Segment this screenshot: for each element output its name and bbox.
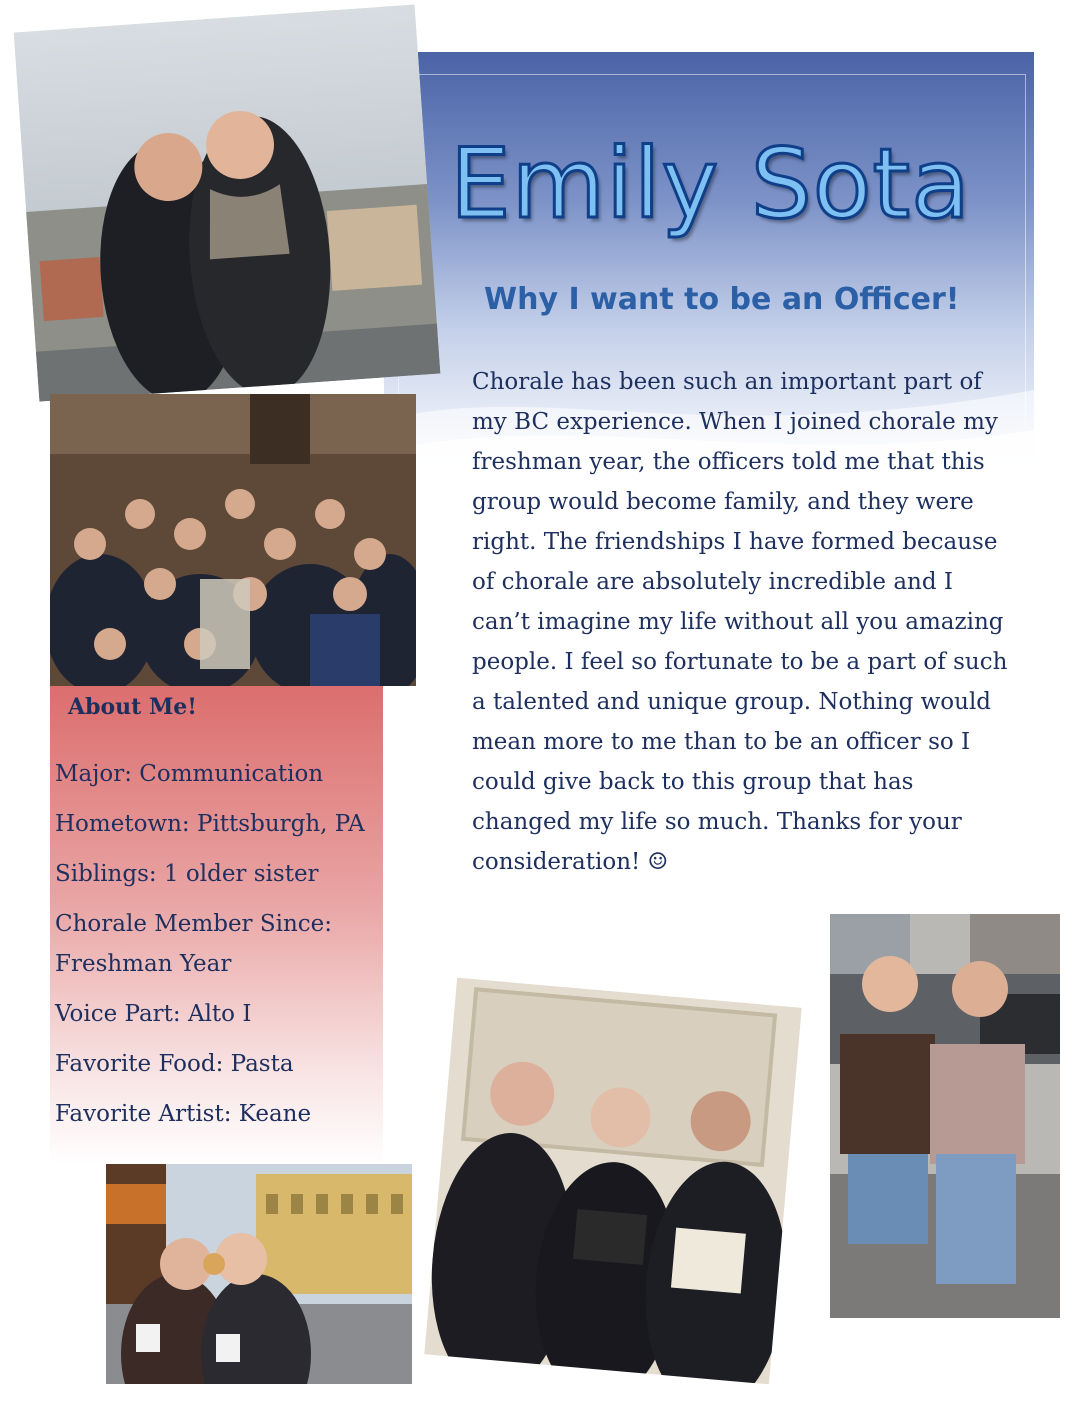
fact-hometown: Hometown: Pittsburgh, PA: [55, 811, 365, 837]
fact-siblings: Siblings: 1 older sister: [55, 861, 319, 887]
about-facts-list: [55, 754, 395, 1144]
photo-three-women: [424, 978, 802, 1385]
photo-market: [106, 1164, 412, 1384]
fact-favorite-food: Favorite Food: Pasta: [55, 1051, 294, 1077]
fact-member-since: Chorale Member Since: Freshman Year: [55, 911, 333, 977]
page-title: Emily Sota: [450, 128, 971, 240]
essay-text: Chorale has been such an important part of my BC experience. When I joined chorale my freshman year, the officers told me that this group would become family, and they were right. The friendships I have formed because of chorale are absolutely incredible and I can’t imagine my life without all you amazing people. I feel so fortunate to be a part of such a talented and unique group. Nothing would mean more to me than to be an officer so I could give back to this group that has changed my life so much. Thanks for your consideration! ☺: [472, 369, 1008, 875]
about-title: About Me!: [68, 694, 197, 720]
fact-major: Major: Communication: [55, 761, 324, 787]
photo-chorale-group: [50, 394, 416, 686]
page-subtitle: Why I want to be an Officer!: [484, 282, 960, 317]
photo-two-girls: [830, 914, 1060, 1318]
photo-overlook: [14, 4, 441, 401]
fact-favorite-artist: Favorite Artist: Keane: [55, 1101, 312, 1127]
fact-voice-part: Voice Part: Alto I: [55, 1001, 252, 1027]
